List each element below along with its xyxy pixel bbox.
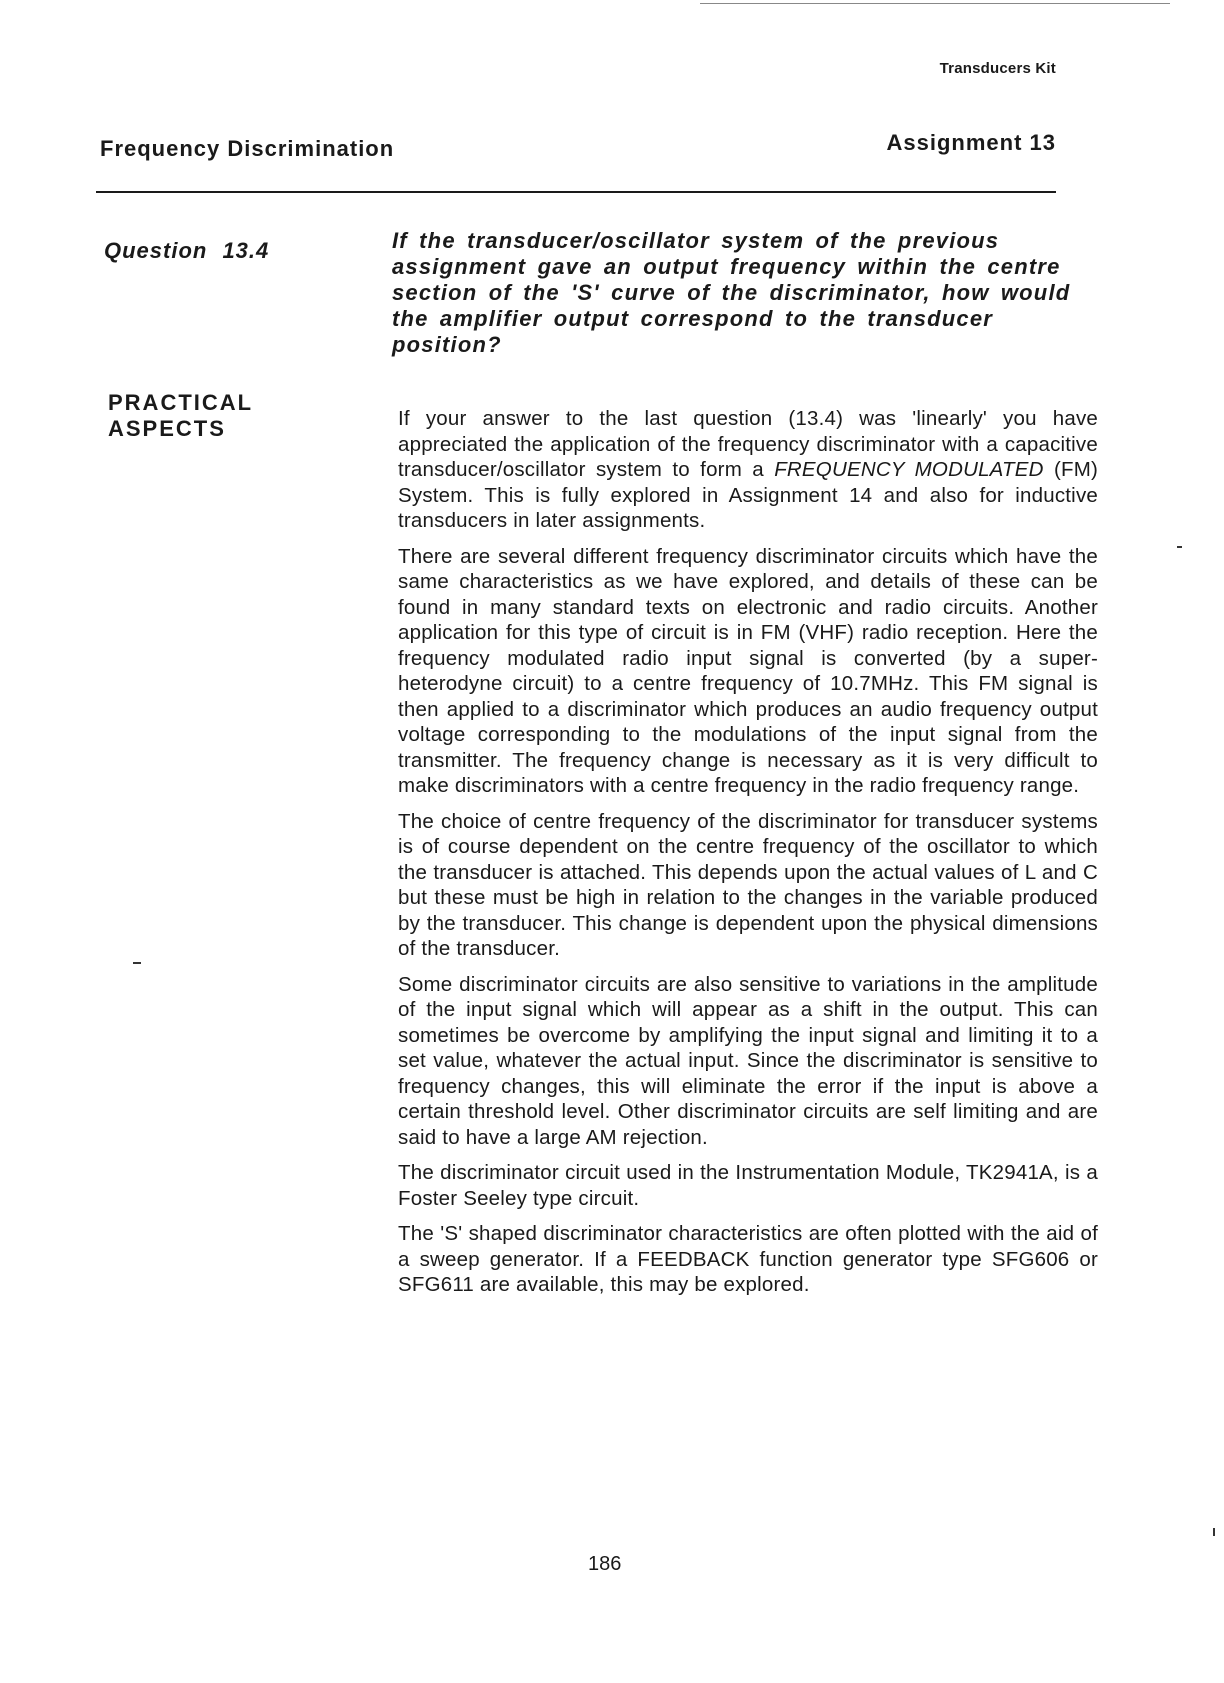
scan-speck — [1177, 546, 1182, 548]
chapter-title: Frequency Discrimination — [100, 136, 395, 161]
assignment-label: Assignment 13 — [886, 130, 1056, 155]
fm-emphasis: FREQUENCY MODULATED — [774, 458, 1044, 481]
paragraph-1-end: (FM) System. This is fully explored in Assignment 14 and also for inductive transducers in later assignments. — [398, 458, 1099, 532]
paragraph-3: The choice of centre frequency of the discriminator for transducer systems is of course dependent on the centre frequency of the oscillator to which the transducer is attached. This depends upon the actual values of L and C but these must be high in relation to the changes in the variable produced by the transducer. This change is dependent upon the physical dimensions of the transducer. — [398, 809, 1098, 960]
scan-speck — [133, 962, 141, 964]
paragraph-1-start: If your answer to the last question (13.4) was 'linearly' you have appreciated the application of the frequency discriminator with a capacitive transducer/oscillator system to form a — [398, 407, 1098, 481]
paragraph-1 — [398, 406, 1098, 534]
scan-edge-rule — [700, 3, 1170, 4]
section-heading-line2: ASPECTS — [108, 416, 226, 441]
scan-speck — [1213, 1528, 1215, 1536]
header-divider — [96, 191, 1056, 193]
page-number: 186 — [588, 1553, 622, 1575]
paragraph-5: The discriminator circuit used in the Instrumentation Module, TK2941A, is a Foster Seeley type circuit. — [398, 1161, 1098, 1210]
section-heading-line1: PRACTICAL — [108, 390, 254, 415]
paragraph-2: There are several different frequency discriminator circuits which have the same characteristics as we have explored, and details of these can be found in many standard texts on electronic and radio circuits. Another application for this type of circuit is in FM (VHF) radio reception. Here the frequency modulated radio input signal is converted (by a super-heterodyne circuit) to a centre frequency of 10.7MHz. This FM signal is then applied to a discriminator which produces an audio frequency output voltage corresponding to the modulations of the input signal from the transmitter. The frequency change is necessary as it is very difficult to make discriminators with a centre frequency in the radio frequency range. — [398, 544, 1098, 797]
question-text: If the transducer/oscillator system of the previous assignment gave an output frequency within the centre section of the 'S' curve of the discriminator, how would the amplifier output correspond to the transducer position? — [392, 228, 1071, 357]
paragraph-6: The 'S' shaped discriminator characteristics are often plotted with the aid of a sweep generator. If a FEEDBACK function generator type SFG606 or SFG611 are available, this may be explored. — [398, 1222, 1098, 1296]
kit-name: Transducers Kit — [939, 60, 1056, 77]
body-text — [398, 406, 1098, 1308]
section-heading — [108, 390, 308, 442]
paragraph-4: Some discriminator circuits are also sensitive to variations in the amplitude of the input signal which will appear as a shift in the output. This can sometimes be overcome by amplifying the input signal and limiting it to a set value, whatever the actual input. Since the discriminator is sensitive to frequency changes, this will eliminate the error if the input is above a certain threshold level. Other discriminator circuits are self limiting and are said to have a large AM rejection. — [398, 972, 1098, 1149]
question-label: Question 13.4 — [104, 238, 270, 263]
